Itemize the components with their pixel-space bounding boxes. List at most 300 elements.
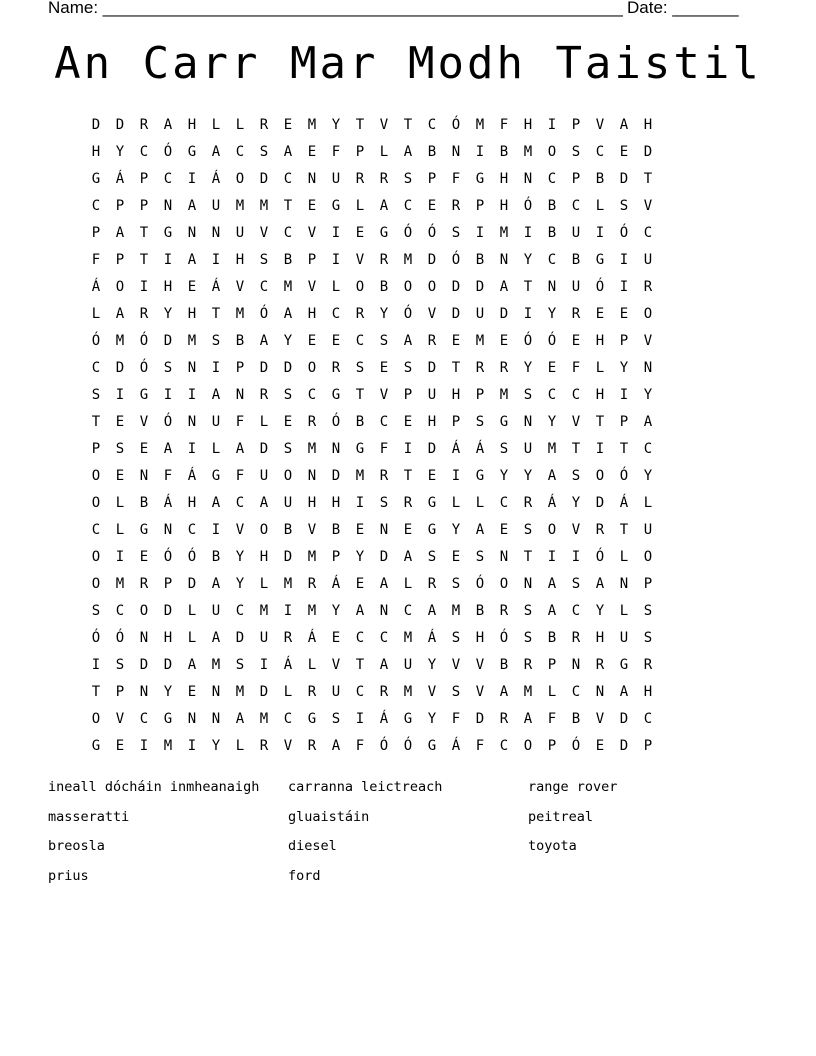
grid-letter: F	[571, 360, 581, 376]
grid-letter: M	[235, 198, 245, 214]
grid-letter: M	[211, 657, 221, 673]
grid-letter: E	[571, 333, 581, 349]
grid-row	[84, 302, 744, 329]
grid-letter: D	[91, 117, 101, 133]
grid-letter: Á	[331, 576, 341, 592]
grid-letter: Ó	[499, 630, 509, 646]
grid-row	[84, 599, 744, 626]
grid-letter: P	[451, 414, 461, 430]
grid-letter: T	[283, 198, 293, 214]
grid-letter: V	[331, 657, 341, 673]
grid-letter: S	[619, 198, 629, 214]
grid-letter: L	[619, 549, 629, 565]
grid-letter: Ó	[403, 225, 413, 241]
grid-letter: Á	[163, 495, 173, 511]
grid-letter: R	[379, 252, 389, 268]
grid-letter: H	[259, 549, 269, 565]
grid-letter: O	[259, 522, 269, 538]
word-list-item: peitreal	[528, 808, 594, 825]
grid-letter: A	[283, 306, 293, 322]
grid-letter: A	[187, 252, 197, 268]
grid-letter: M	[523, 684, 533, 700]
grid-letter: Á	[91, 279, 101, 295]
grid-row	[84, 356, 744, 383]
grid-letter: C	[163, 171, 173, 187]
grid-letter: I	[187, 441, 197, 457]
grid-letter: A	[259, 333, 269, 349]
grid-letter: S	[283, 387, 293, 403]
grid-letter: V	[475, 684, 485, 700]
grid-letter: D	[259, 360, 269, 376]
grid-letter: D	[283, 549, 293, 565]
grid-letter: Á	[619, 495, 629, 511]
grid-letter: O	[643, 306, 653, 322]
grid-letter: R	[427, 333, 437, 349]
grid-letter: M	[283, 576, 293, 592]
grid-letter: M	[403, 252, 413, 268]
grid-letter: C	[187, 522, 197, 538]
grid-letter: Y	[547, 306, 557, 322]
grid-letter: A	[115, 225, 125, 241]
grid-letter: U	[523, 441, 533, 457]
grid-letter: D	[475, 711, 485, 727]
grid-letter: I	[259, 657, 269, 673]
grid-letter: Ó	[163, 144, 173, 160]
grid-letter: A	[187, 198, 197, 214]
grid-letter: Ó	[523, 333, 533, 349]
grid-letter: Ó	[259, 306, 269, 322]
grid-letter: L	[307, 657, 317, 673]
grid-letter: N	[187, 414, 197, 430]
grid-letter: P	[619, 414, 629, 430]
grid-letter: P	[643, 576, 653, 592]
grid-letter: R	[355, 306, 365, 322]
grid-letter: S	[379, 333, 389, 349]
grid-letter: L	[211, 117, 221, 133]
grid-letter: O	[547, 522, 557, 538]
grid-letter: D	[451, 279, 461, 295]
grid-letter: O	[643, 549, 653, 565]
grid-letter: S	[571, 468, 581, 484]
grid-row	[84, 545, 744, 572]
grid-letter: R	[379, 684, 389, 700]
grid-letter: Ó	[163, 549, 173, 565]
grid-letter: C	[547, 387, 557, 403]
grid-letter: Ó	[475, 576, 485, 592]
grid-letter: P	[163, 576, 173, 592]
grid-letter: Y	[523, 360, 533, 376]
grid-letter: H	[187, 117, 197, 133]
grid-letter: B	[547, 225, 557, 241]
grid-letter: Ó	[619, 468, 629, 484]
grid-letter: H	[163, 630, 173, 646]
grid-letter: Ó	[91, 333, 101, 349]
grid-letter: Ó	[451, 252, 461, 268]
grid-letter: A	[499, 279, 509, 295]
grid-letter: R	[475, 360, 485, 376]
grid-letter: I	[619, 387, 629, 403]
grid-letter: A	[427, 603, 437, 619]
grid-letter: C	[571, 387, 581, 403]
grid-letter: L	[475, 495, 485, 511]
grid-letter: S	[523, 387, 533, 403]
grid-letter: O	[307, 360, 317, 376]
grid-letter: Y	[547, 414, 557, 430]
grid-letter: M	[475, 333, 485, 349]
grid-letter: Á	[307, 630, 317, 646]
grid-letter: E	[547, 360, 557, 376]
grid-letter: N	[619, 576, 629, 592]
grid-letter: U	[211, 414, 221, 430]
grid-letter: I	[355, 495, 365, 511]
grid-letter: L	[283, 684, 293, 700]
grid-letter: N	[307, 468, 317, 484]
grid-letter: F	[547, 711, 557, 727]
grid-letter: S	[115, 657, 125, 673]
grid-letter: R	[427, 576, 437, 592]
grid-letter: G	[403, 711, 413, 727]
grid-letter: A	[211, 144, 221, 160]
page-title: An Carr Mar Modh Taistil	[54, 38, 762, 89]
grid-letter: H	[187, 306, 197, 322]
grid-letter: A	[259, 495, 269, 511]
grid-letter: P	[619, 333, 629, 349]
grid-letter: C	[355, 333, 365, 349]
grid-letter: D	[475, 279, 485, 295]
grid-letter: O	[91, 711, 101, 727]
grid-letter: M	[307, 603, 317, 619]
grid-letter: E	[115, 414, 125, 430]
grid-letter: T	[451, 360, 461, 376]
grid-letter: B	[283, 522, 293, 538]
grid-row	[84, 437, 744, 464]
grid-letter: A	[211, 576, 221, 592]
grid-letter: F	[499, 117, 509, 133]
grid-letter: O	[499, 576, 509, 592]
grid-letter: S	[451, 630, 461, 646]
grid-letter: P	[475, 387, 485, 403]
grid-letter: N	[211, 225, 221, 241]
grid-letter: P	[115, 198, 125, 214]
grid-letter: V	[307, 279, 317, 295]
grid-letter: L	[259, 576, 269, 592]
grid-letter: D	[427, 252, 437, 268]
grid-letter: E	[619, 306, 629, 322]
grid-letter: M	[115, 333, 125, 349]
grid-letter: B	[235, 333, 245, 349]
grid-letter: Á	[451, 441, 461, 457]
grid-letter: C	[379, 630, 389, 646]
grid-letter: E	[139, 549, 149, 565]
grid-letter: T	[91, 684, 101, 700]
grid-letter: S	[643, 603, 653, 619]
grid-letter: T	[355, 387, 365, 403]
grid-letter: A	[547, 603, 557, 619]
name-field-label: Name: _______________________________________________________	[48, 0, 623, 17]
grid-letter: A	[211, 387, 221, 403]
grid-letter: G	[427, 522, 437, 538]
grid-letter: Y	[619, 360, 629, 376]
grid-letter: V	[643, 198, 653, 214]
grid-letter: Y	[451, 522, 461, 538]
grid-letter: F	[331, 144, 341, 160]
grid-letter: R	[307, 576, 317, 592]
grid-letter: S	[523, 630, 533, 646]
grid-letter: A	[163, 441, 173, 457]
grid-letter: C	[643, 225, 653, 241]
word-list-item: ineall dócháin inmheanaigh	[48, 779, 260, 795]
grid-letter: O	[91, 549, 101, 565]
grid-letter: N	[523, 171, 533, 187]
grid-letter: M	[235, 306, 245, 322]
grid-row	[84, 167, 744, 194]
grid-letter: S	[91, 387, 101, 403]
grid-letter: M	[355, 468, 365, 484]
grid-row	[84, 491, 744, 518]
grid-letter: M	[451, 603, 461, 619]
grid-letter: H	[643, 117, 653, 133]
grid-letter: Ó	[115, 630, 125, 646]
grid-letter: L	[403, 576, 413, 592]
grid-letter: N	[211, 684, 221, 700]
grid-letter: H	[331, 495, 341, 511]
grid-letter: Y	[115, 144, 125, 160]
grid-letter: S	[283, 441, 293, 457]
grid-letter: H	[475, 630, 485, 646]
grid-row	[84, 383, 744, 410]
grid-letter: A	[643, 414, 653, 430]
grid-letter: I	[187, 387, 197, 403]
word-list-item: masseratti	[48, 808, 130, 825]
grid-letter: D	[283, 360, 293, 376]
grid-letter: N	[211, 711, 221, 727]
grid-letter: B	[379, 279, 389, 295]
grid-letter: Y	[379, 306, 389, 322]
grid-letter: E	[403, 414, 413, 430]
grid-letter: D	[259, 441, 269, 457]
grid-letter: N	[163, 198, 173, 214]
grid-letter: N	[451, 144, 461, 160]
grid-letter: C	[643, 441, 653, 457]
grid-letter: R	[403, 495, 413, 511]
grid-letter: H	[235, 252, 245, 268]
grid-letter: V	[259, 225, 269, 241]
grid-letter: E	[307, 198, 317, 214]
grid-row	[84, 707, 744, 734]
grid-letter: V	[307, 522, 317, 538]
grid-letter: U	[643, 522, 653, 538]
grid-letter: Á	[283, 657, 293, 673]
grid-letter: B	[595, 171, 605, 187]
grid-letter: E	[187, 279, 197, 295]
grid-letter: R	[355, 171, 365, 187]
grid-letter: A	[187, 657, 197, 673]
grid-letter: B	[571, 711, 581, 727]
grid-letter: G	[187, 144, 197, 160]
grid-letter: I	[115, 549, 125, 565]
grid-letter: I	[619, 279, 629, 295]
grid-letter: V	[643, 333, 653, 349]
grid-letter: A	[619, 684, 629, 700]
grid-letter: I	[547, 549, 557, 565]
grid-letter: C	[571, 684, 581, 700]
grid-letter: G	[139, 522, 149, 538]
grid-letter: M	[403, 630, 413, 646]
grid-letter: A	[403, 549, 413, 565]
grid-letter: G	[475, 468, 485, 484]
grid-letter: L	[259, 414, 269, 430]
grid-letter: G	[211, 468, 221, 484]
grid-letter: T	[403, 117, 413, 133]
grid-letter: T	[403, 468, 413, 484]
grid-letter: C	[235, 144, 245, 160]
grid-letter: I	[523, 225, 533, 241]
grid-letter: U	[259, 468, 269, 484]
grid-letter: H	[595, 387, 605, 403]
grid-letter: Y	[235, 576, 245, 592]
grid-letter: P	[235, 360, 245, 376]
grid-letter: E	[307, 144, 317, 160]
grid-letter: G	[427, 495, 437, 511]
grid-letter: H	[595, 333, 605, 349]
grid-letter: T	[139, 252, 149, 268]
grid-letter: Ó	[403, 738, 413, 754]
grid-letter: Ó	[547, 333, 557, 349]
grid-letter: Y	[427, 657, 437, 673]
grid-letter: R	[139, 117, 149, 133]
grid-letter: N	[139, 684, 149, 700]
grid-letter: C	[259, 279, 269, 295]
grid-letter: S	[451, 576, 461, 592]
grid-letter: B	[139, 495, 149, 511]
grid-letter: D	[427, 441, 437, 457]
grid-letter: E	[139, 441, 149, 457]
grid-letter: N	[187, 225, 197, 241]
grid-letter: E	[595, 306, 605, 322]
grid-letter: M	[307, 117, 317, 133]
word-list-item: breosla	[48, 838, 105, 854]
grid-letter: R	[595, 522, 605, 538]
grid-letter: L	[187, 603, 197, 619]
grid-letter: T	[619, 522, 629, 538]
grid-letter: R	[139, 576, 149, 592]
grid-letter: V	[379, 117, 389, 133]
grid-letter: R	[571, 306, 581, 322]
grid-letter: Y	[355, 549, 365, 565]
grid-letter: R	[379, 468, 389, 484]
grid-letter: V	[235, 522, 245, 538]
grid-letter: T	[619, 441, 629, 457]
grid-letter: R	[643, 279, 653, 295]
grid-letter: D	[115, 360, 125, 376]
grid-letter: I	[331, 225, 341, 241]
word-list-item: carranna leictreach	[288, 779, 443, 795]
grid-letter: A	[595, 576, 605, 592]
grid-letter: R	[499, 360, 509, 376]
grid-letter: L	[115, 495, 125, 511]
grid-letter: I	[451, 468, 461, 484]
grid-letter: M	[115, 576, 125, 592]
grid-letter: R	[283, 630, 293, 646]
date-field-label: Date: _______	[627, 0, 739, 17]
grid-letter: S	[211, 333, 221, 349]
grid-letter: U	[571, 279, 581, 295]
grid-letter: H	[523, 117, 533, 133]
grid-letter: R	[139, 306, 149, 322]
grid-letter: G	[379, 225, 389, 241]
grid-letter: L	[235, 738, 245, 754]
grid-letter: H	[427, 414, 437, 430]
grid-letter: E	[331, 630, 341, 646]
grid-letter: D	[595, 495, 605, 511]
grid-letter: P	[427, 171, 437, 187]
grid-letter: V	[427, 684, 437, 700]
grid-letter: L	[91, 306, 101, 322]
grid-letter: R	[307, 414, 317, 430]
grid-letter: T	[91, 414, 101, 430]
grid-letter: L	[235, 117, 245, 133]
grid-letter: I	[187, 171, 197, 187]
grid-letter: U	[403, 657, 413, 673]
grid-letter: S	[427, 549, 437, 565]
grid-letter: L	[355, 198, 365, 214]
grid-letter: S	[355, 360, 365, 376]
grid-letter: D	[139, 657, 149, 673]
grid-letter: O	[91, 468, 101, 484]
grid-letter: L	[379, 144, 389, 160]
grid-letter: R	[331, 360, 341, 376]
grid-letter: T	[571, 441, 581, 457]
grid-letter: I	[595, 441, 605, 457]
grid-letter: Ó	[595, 279, 605, 295]
grid-letter: M	[259, 711, 269, 727]
grid-letter: Ó	[139, 360, 149, 376]
grid-letter: Y	[211, 738, 221, 754]
grid-letter: N	[235, 387, 245, 403]
grid-letter: Ó	[331, 414, 341, 430]
grid-letter: D	[187, 576, 197, 592]
grid-letter: U	[331, 684, 341, 700]
grid-letter: Á	[427, 630, 437, 646]
grid-letter: R	[571, 630, 581, 646]
grid-letter: R	[499, 711, 509, 727]
grid-letter: D	[643, 144, 653, 160]
grid-row	[84, 464, 744, 491]
grid-letter: A	[115, 306, 125, 322]
grid-letter: F	[379, 441, 389, 457]
grid-letter: I	[91, 657, 101, 673]
grid-letter: H	[595, 630, 605, 646]
grid-letter: P	[403, 387, 413, 403]
grid-letter: Y	[283, 333, 293, 349]
grid-letter: T	[211, 306, 221, 322]
grid-row	[84, 194, 744, 221]
grid-letter: T	[355, 657, 365, 673]
grid-letter: O	[139, 603, 149, 619]
grid-letter: G	[91, 738, 101, 754]
grid-letter: O	[283, 468, 293, 484]
grid-letter: C	[403, 603, 413, 619]
grid-letter: Y	[499, 468, 509, 484]
grid-letter: N	[499, 252, 509, 268]
grid-letter: S	[499, 441, 509, 457]
grid-letter: N	[523, 576, 533, 592]
grid-letter: S	[571, 576, 581, 592]
grid-letter: P	[331, 549, 341, 565]
grid-letter: D	[163, 603, 173, 619]
grid-letter: N	[187, 711, 197, 727]
word-list-item: gluaistáin	[288, 808, 370, 825]
